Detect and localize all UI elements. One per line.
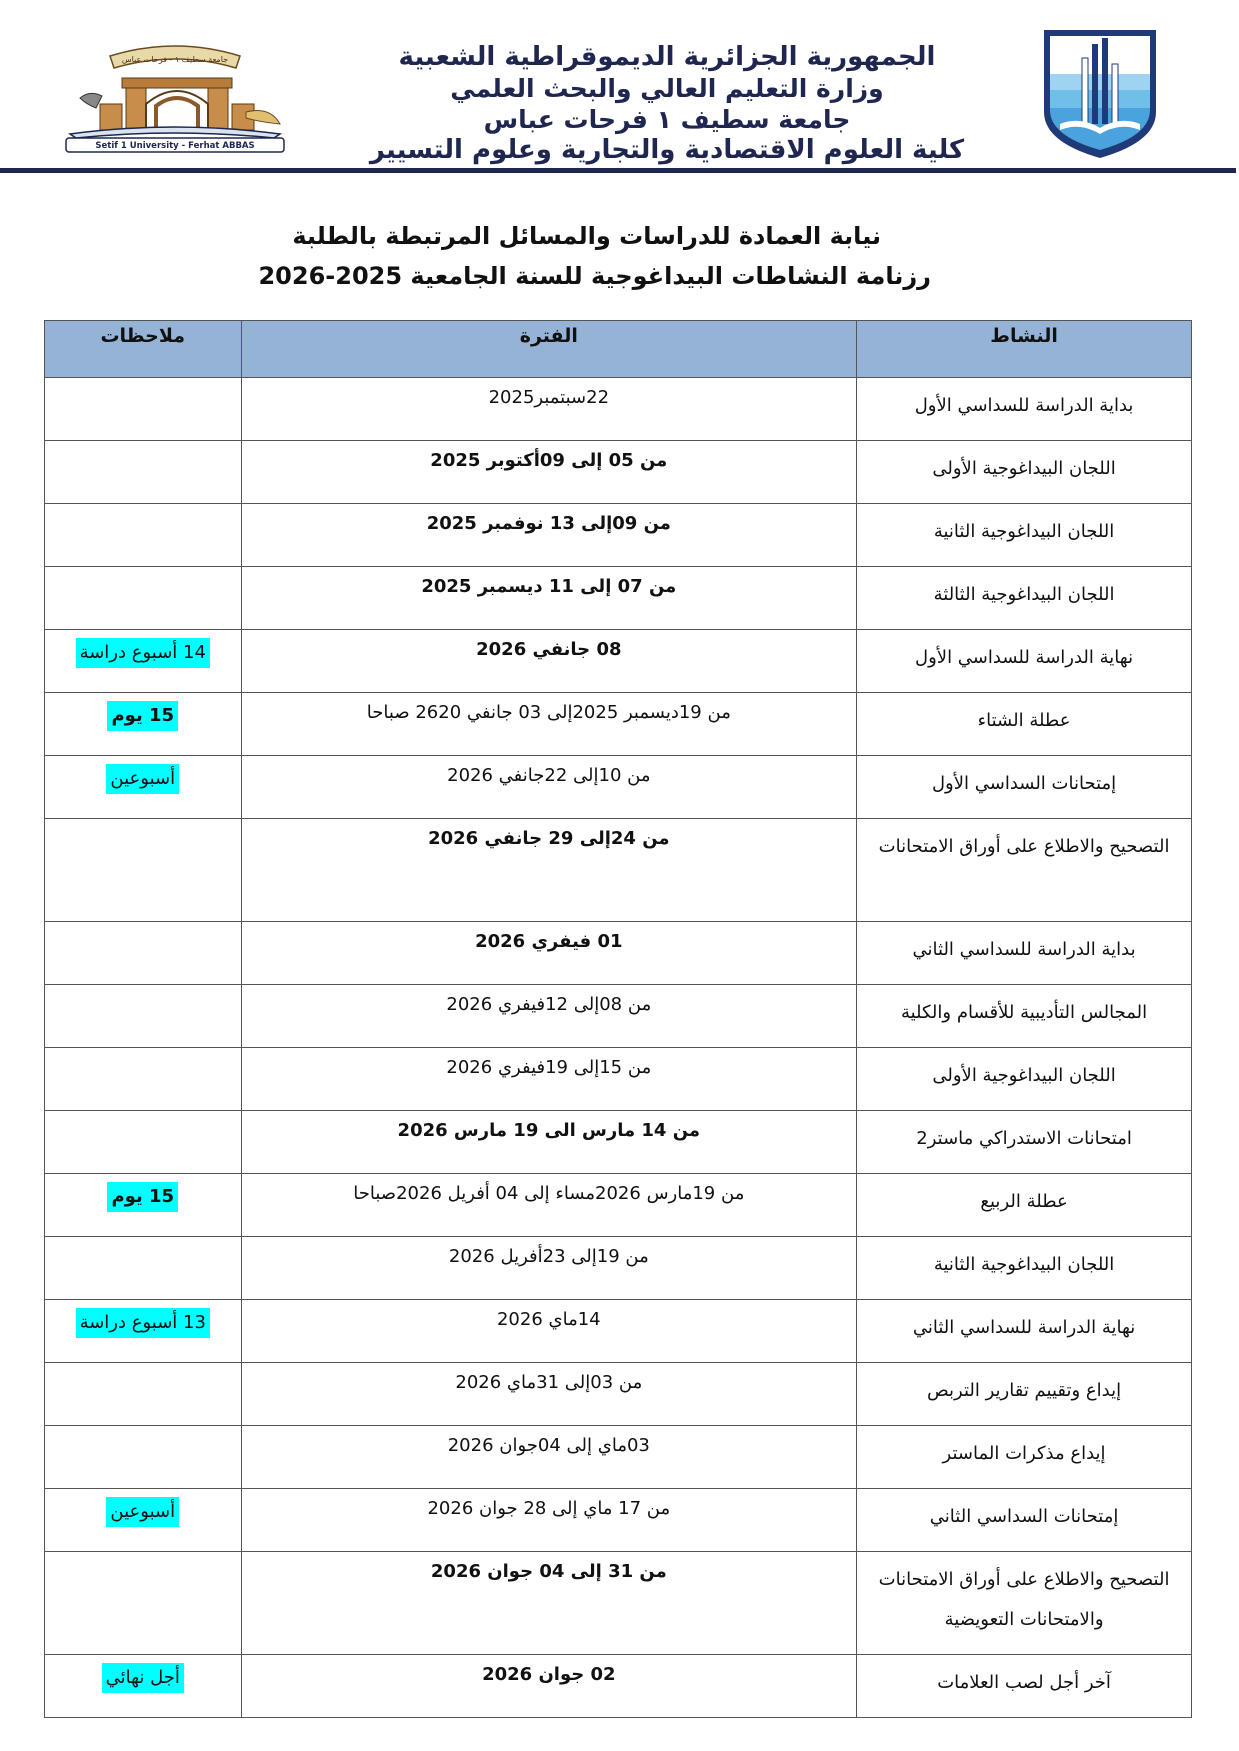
table-row — [45, 378, 1192, 441]
activity-cell: التصحيح والاطلاع على أوراق الامتحانات والامتحانات التعويضية — [857, 1552, 1192, 1655]
activity-cell: آخر أجل لصب العلامات — [857, 1655, 1192, 1718]
table-row — [45, 630, 1192, 693]
period-cell: 02 جوان 2026 — [241, 1655, 857, 1718]
activity-cell: اللجان البيداغوجية الأولى — [857, 1048, 1192, 1111]
period-cell: من 05 إلى 09أكتوبر 2025 — [241, 441, 857, 504]
table-row — [45, 693, 1192, 756]
note-highlight: أسبوعين — [106, 1497, 179, 1527]
note-cell — [45, 819, 242, 922]
university-name: جامعة سطيف ١ فرحات عباس — [483, 105, 851, 134]
table-row — [45, 1489, 1192, 1552]
table-row — [45, 1655, 1192, 1718]
university-arch-logo — [60, 34, 290, 160]
table-row — [45, 1111, 1192, 1174]
republic-name: الجمهورية الجزائرية الديموقراطية الشعبية — [398, 42, 936, 72]
activity-cell: اللجان البيداغوجية الثانية — [857, 504, 1192, 567]
period-cell: 01 فيفري 2026 — [241, 922, 857, 985]
note-highlight: 14 أسبوع دراسة — [76, 638, 210, 668]
note-cell — [45, 985, 242, 1048]
calendar-title: رزنامة النشاطات البيداغوجية للسنة الجامعية 2025-2026 — [258, 262, 931, 290]
period-cell: من 19إلى 23أفريل 2026 — [241, 1237, 857, 1300]
period-cell: 14ماي 2026 — [241, 1300, 857, 1363]
note-highlight: أجل نهائي — [102, 1663, 184, 1693]
table-row — [45, 922, 1192, 985]
note-cell — [45, 1111, 242, 1174]
period-cell: من 19مارس 2026مساء إلى 04 أفريل 2026صباحا — [241, 1174, 857, 1237]
activity-cell: عطلة الشتاء — [857, 693, 1192, 756]
letterhead-divider — [0, 168, 1236, 173]
note-cell — [45, 693, 242, 756]
period-cell: من 19ديسمبر 2025إلى 03 جانفي 2620 صباحا — [241, 693, 857, 756]
period-cell: من 24إلى 29 جانفي 2026 — [241, 819, 857, 922]
note-cell — [45, 1552, 242, 1655]
note-cell — [45, 378, 242, 441]
activity-cell: اللجان البيداغوجية الأولى — [857, 441, 1192, 504]
period-cell: من 14 مارس الى 19 مارس 2026 — [241, 1111, 857, 1174]
activity-cell: المجالس التأديبية للأقسام والكلية — [857, 985, 1192, 1048]
activity-cell: امتحانات الاستدراكي ماستر2 — [857, 1111, 1192, 1174]
logo-caption: Setif 1 University - Ferhat ABBAS — [95, 141, 255, 151]
faculty-name: كلية العلوم الاقتصادية والتجارية وعلوم التسيير — [369, 135, 965, 165]
ministry-name: وزارة التعليم العالي والبحث العلمي — [450, 74, 884, 103]
pedagogical-calendar-table — [44, 320, 1192, 1718]
activity-cell: نهاية الدراسة للسداسي الأول — [857, 630, 1192, 693]
table-row — [45, 985, 1192, 1048]
table-row — [45, 1363, 1192, 1426]
activity-cell: بداية الدراسة للسداسي الأول — [857, 378, 1192, 441]
table-row — [45, 1174, 1192, 1237]
note-cell — [45, 1237, 242, 1300]
vice-deanship-title: نيابة العمادة للدراسات والمسائل المرتبطة بالطلبة — [292, 222, 881, 250]
activity-cell: اللجان البيداغوجية الثانية — [857, 1237, 1192, 1300]
header-period: الفترة — [241, 321, 857, 378]
note-cell — [45, 922, 242, 985]
note-highlight: 13 أسبوع دراسة — [76, 1308, 210, 1338]
note-cell — [45, 567, 242, 630]
activity-cell: نهاية الدراسة للسداسي الثاني — [857, 1300, 1192, 1363]
activity-cell: اللجان البيداغوجية الثالثة — [857, 567, 1192, 630]
note-cell — [45, 1655, 242, 1718]
table-row — [45, 1552, 1192, 1655]
table-row — [45, 756, 1192, 819]
activity-cell: إمتحانات السداسي الثاني — [857, 1489, 1192, 1552]
period-cell: من 03إلى 31ماي 2026 — [241, 1363, 857, 1426]
period-cell: 08 جانفي 2026 — [241, 630, 857, 693]
table-row — [45, 567, 1192, 630]
table-row — [45, 1048, 1192, 1111]
activity-cell: إمتحانات السداسي الأول — [857, 756, 1192, 819]
period-cell: من 31 إلى 04 جوان 2026 — [241, 1552, 857, 1655]
note-cell — [45, 630, 242, 693]
period-cell: من 09إلى 13 نوفمبر 2025 — [241, 504, 857, 567]
activity-cell: إيداع مذكرات الماستر — [857, 1426, 1192, 1489]
activity-cell: عطلة الربيع — [857, 1174, 1192, 1237]
table-row — [45, 1300, 1192, 1363]
note-cell — [45, 1489, 242, 1552]
header-activity: النشاط — [857, 321, 1192, 378]
note-cell — [45, 1174, 242, 1237]
note-cell — [45, 1426, 242, 1489]
note-cell — [45, 504, 242, 567]
period-cell: من 07 إلى 11 ديسمبر 2025 — [241, 567, 857, 630]
note-highlight: 15 يوم — [107, 701, 178, 731]
note-cell — [45, 756, 242, 819]
activity-cell: إيداع وتقييم تقارير التربص — [857, 1363, 1192, 1426]
header-notes: ملاحظات — [45, 321, 242, 378]
period-cell: 03ماي إلى 04جوان 2026 — [241, 1426, 857, 1489]
table-header-row — [45, 321, 1192, 378]
table-row — [45, 441, 1192, 504]
note-cell — [45, 1363, 242, 1426]
table-row — [45, 1237, 1192, 1300]
note-cell — [45, 1048, 242, 1111]
period-cell: 22سبتمبر2025 — [241, 378, 857, 441]
table-row — [45, 819, 1192, 922]
period-cell: من 08إلى 12فيفري 2026 — [241, 985, 857, 1048]
period-cell: من 15إلى 19فيفري 2026 — [241, 1048, 857, 1111]
note-highlight: أسبوعين — [106, 764, 179, 794]
period-cell: من 17 ماي إلى 28 جوان 2026 — [241, 1489, 857, 1552]
activity-cell: بداية الدراسة للسداسي الثاني — [857, 922, 1192, 985]
letterhead-text — [317, 42, 1017, 166]
faculty-shield-logo — [1040, 24, 1160, 164]
note-cell — [45, 1300, 242, 1363]
note-cell — [45, 441, 242, 504]
note-highlight: 15 يوم — [107, 1182, 178, 1212]
table-row — [45, 504, 1192, 567]
letterhead — [0, 0, 1239, 175]
logo-banner-text: جامعة سطيف ١ - فرحات عباس — [121, 55, 229, 64]
period-cell: من 10إلى 22جانفي 2026 — [241, 756, 857, 819]
activity-cell: التصحيح والاطلاع على أوراق الامتحانات — [857, 819, 1192, 922]
table-row — [45, 1426, 1192, 1489]
